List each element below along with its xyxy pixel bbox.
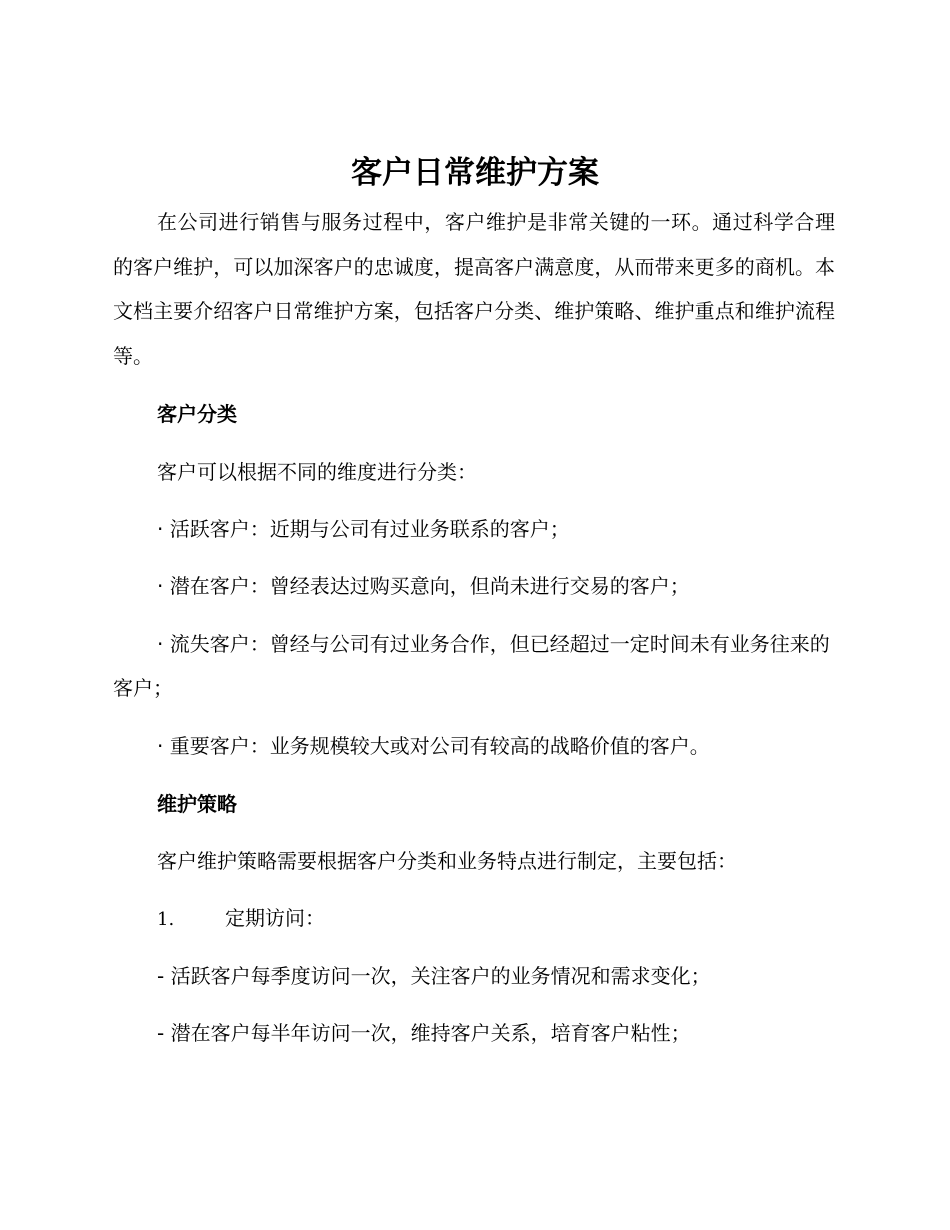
list-number: 1. <box>157 909 175 930</box>
classification-item-important: · 重要客户：业务规模较大或对公司有较高的战略价值的客户。 <box>157 734 710 758</box>
classification-lead: 客户可以根据不同的维度进行分类： <box>157 460 477 484</box>
numbered-item-text: 定期访问： <box>225 906 325 930</box>
sub-item-active-visit: - 活跃客户每季度访问一次，关注客户的业务情况和需求变化； <box>157 964 711 988</box>
classification-item-lost: · 流失客户：曾经与公司有过业务合作，但已经超过一定时间未有业务往来的客户； <box>113 632 830 700</box>
document-title: 客户日常维护方案 <box>351 155 599 191</box>
classification-item-active: · 活跃客户：近期与公司有过业务联系的客户； <box>157 517 570 541</box>
numbered-item-regular-visit <box>157 896 325 942</box>
strategy-lead: 客户维护策略需要根据客户分类和业务特点进行制定，主要包括： <box>157 849 737 873</box>
section-heading-classification: 客户分类 <box>157 402 237 426</box>
sub-item-potential-visit: - 潜在客户每半年访问一次，维持客户关系，培育客户粘性； <box>157 1021 691 1045</box>
section-heading-strategy: 维护策略 <box>157 792 237 816</box>
intro-paragraph: 在公司进行销售与服务过程中，客户维护是非常关键的一环。通过科学合理的客户维护，可以加深客户的忠诚度，提高客户满意度，从而带来更多的商机。本文档主要介绍客户日常维护方案，包括客户分类、维护策略、维护重点和维护流程等。 <box>113 210 835 368</box>
classification-item-potential: · 潜在客户：曾经表达过购买意向，但尚未进行交易的客户； <box>157 574 690 598</box>
